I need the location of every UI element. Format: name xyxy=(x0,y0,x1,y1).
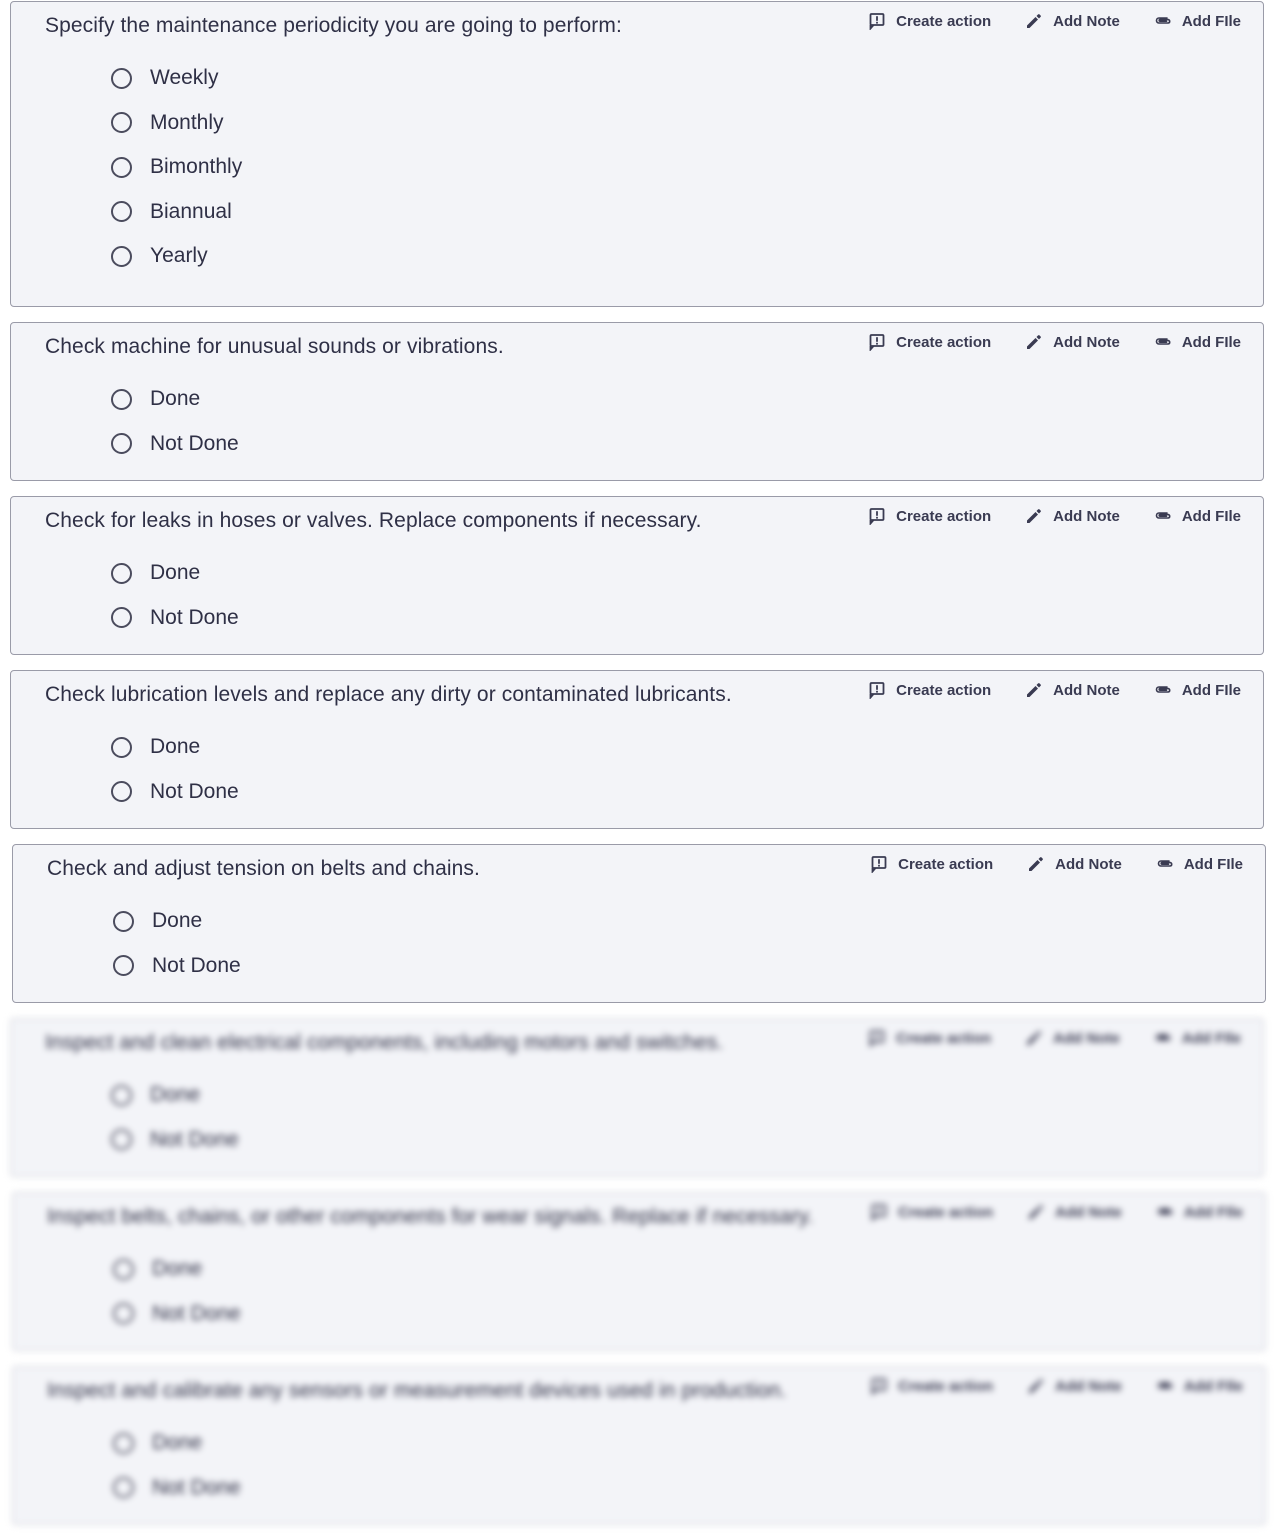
radio-option-label: Yearly xyxy=(150,244,208,268)
radio-option[interactable] xyxy=(113,1421,241,1466)
create-action-icon xyxy=(868,1029,886,1047)
create-action-label: Create action xyxy=(898,1203,994,1221)
radio-option[interactable] xyxy=(111,56,242,101)
create-action-button[interactable] xyxy=(870,1203,993,1221)
checklist-question-card xyxy=(10,1,1264,307)
create-action-icon xyxy=(870,855,888,873)
add-file-label: Add FIle xyxy=(1181,333,1241,351)
pencil-icon xyxy=(1025,12,1043,30)
add-note-label: Add Note xyxy=(1053,12,1120,30)
attachment-icon xyxy=(1156,1377,1174,1395)
create-action-icon xyxy=(868,333,886,351)
radio-option-label: Weekly xyxy=(150,66,219,90)
attachment-icon xyxy=(1154,333,1172,351)
question-actions xyxy=(870,1377,1243,1395)
add-file-label: Add FIle xyxy=(1181,12,1241,30)
question-actions xyxy=(868,681,1241,699)
radio-option-label: Not Done xyxy=(152,1475,241,1499)
create-action-icon xyxy=(868,12,886,30)
checklist-question-card xyxy=(10,322,1264,481)
checklist-question-card xyxy=(12,1366,1266,1525)
pencil-icon xyxy=(1025,1029,1043,1047)
option-list xyxy=(111,56,242,279)
attachment-icon xyxy=(1154,12,1172,30)
radio-button[interactable] xyxy=(111,157,132,178)
radio-button[interactable] xyxy=(111,563,132,584)
create-action-button[interactable] xyxy=(870,1377,993,1395)
question-actions xyxy=(870,1203,1243,1221)
radio-option[interactable] xyxy=(111,422,239,467)
add-file-button[interactable] xyxy=(1156,1203,1243,1221)
create-action-button[interactable] xyxy=(868,333,991,351)
question-actions xyxy=(868,507,1241,525)
create-action-icon xyxy=(870,1203,888,1221)
radio-option[interactable] xyxy=(113,944,241,989)
add-file-button[interactable] xyxy=(1154,681,1241,699)
radio-button[interactable] xyxy=(111,112,132,133)
add-file-label: Add FIle xyxy=(1181,681,1241,699)
add-note-button[interactable] xyxy=(1027,1377,1122,1395)
radio-button[interactable] xyxy=(111,246,132,267)
pencil-icon xyxy=(1027,855,1045,873)
add-file-button[interactable] xyxy=(1154,507,1241,525)
add-file-button[interactable] xyxy=(1156,1377,1243,1395)
add-note-button[interactable] xyxy=(1025,507,1120,525)
add-note-label: Add Note xyxy=(1055,855,1122,873)
add-file-label: Add FIle xyxy=(1181,507,1241,525)
question-text: Check and adjust tension on belts and chains. xyxy=(47,857,480,880)
question-text: Inspect belts, chains, or other components for wear signals. Replace if necessary. xyxy=(47,1205,814,1228)
radio-option[interactable] xyxy=(111,377,239,422)
radio-option-label: Not Done xyxy=(150,431,239,455)
radio-button[interactable] xyxy=(113,1477,134,1498)
add-file-label: Add FIle xyxy=(1183,1377,1243,1395)
add-note-label: Add Note xyxy=(1053,333,1120,351)
question-text: Inspect and calibrate any sensors or measurement devices used in production. xyxy=(47,1379,787,1402)
add-file-label: Add FIle xyxy=(1183,1203,1243,1221)
option-list xyxy=(113,1421,241,1510)
radio-button[interactable] xyxy=(111,737,132,758)
create-action-label: Create action xyxy=(896,507,992,525)
attachment-icon xyxy=(1154,681,1172,699)
radio-option[interactable] xyxy=(111,234,242,279)
radio-option-label: Done xyxy=(150,1083,201,1107)
add-file-label: Add FIle xyxy=(1183,855,1243,873)
radio-option-label: Done xyxy=(152,1257,203,1281)
radio-button[interactable] xyxy=(111,1129,132,1150)
radio-button[interactable] xyxy=(111,201,132,222)
add-note-label: Add Note xyxy=(1053,681,1120,699)
radio-option[interactable] xyxy=(113,1292,241,1337)
option-list xyxy=(113,899,241,988)
question-text: Check for leaks in hoses or valves. Replace components if necessary. xyxy=(45,509,702,532)
add-file-button[interactable] xyxy=(1154,333,1241,351)
radio-button[interactable] xyxy=(111,1085,132,1106)
radio-option-label: Not Done xyxy=(150,779,239,803)
attachment-icon xyxy=(1156,1203,1174,1221)
radio-button[interactable] xyxy=(111,781,132,802)
pencil-icon xyxy=(1027,1377,1045,1395)
radio-option[interactable] xyxy=(111,1073,239,1118)
radio-option[interactable] xyxy=(113,1247,241,1292)
radio-option-label: Done xyxy=(152,1431,203,1455)
radio-button[interactable] xyxy=(113,1303,134,1324)
radio-option-label: Done xyxy=(150,561,201,585)
create-action-icon xyxy=(870,1377,888,1395)
option-list xyxy=(113,1247,241,1336)
checklist-question-card xyxy=(12,844,1266,1003)
add-file-label: Add FIle xyxy=(1181,1029,1241,1047)
radio-option[interactable] xyxy=(111,725,239,770)
pencil-icon xyxy=(1025,507,1043,525)
create-action-icon xyxy=(868,507,886,525)
create-action-button[interactable] xyxy=(868,681,991,699)
option-list xyxy=(111,377,239,466)
question-text: Inspect and clean electrical components, including motors and switches. xyxy=(45,1031,724,1054)
create-action-label: Create action xyxy=(898,855,994,873)
create-action-button[interactable] xyxy=(870,855,993,873)
pencil-icon xyxy=(1027,1203,1045,1221)
create-action-icon xyxy=(868,681,886,699)
radio-button[interactable] xyxy=(111,433,132,454)
radio-option-label: Not Done xyxy=(152,1301,241,1325)
radio-option-label: Not Done xyxy=(150,1127,239,1151)
checklist-question-card xyxy=(10,670,1264,829)
radio-button[interactable] xyxy=(111,68,132,89)
add-note-button[interactable] xyxy=(1025,681,1120,699)
radio-option-label: Bimonthly xyxy=(150,155,243,179)
create-action-label: Create action xyxy=(896,1029,992,1047)
radio-button[interactable] xyxy=(113,1259,134,1280)
radio-option-label: Not Done xyxy=(152,953,241,977)
add-file-button[interactable] xyxy=(1156,855,1243,873)
option-list xyxy=(111,551,239,640)
radio-button[interactable] xyxy=(113,911,134,932)
create-action-label: Create action xyxy=(896,333,992,351)
question-actions xyxy=(870,855,1243,873)
radio-option[interactable] xyxy=(111,1118,239,1163)
radio-option-label: Biannual xyxy=(150,199,232,223)
add-note-button[interactable] xyxy=(1025,1029,1120,1047)
checklist-question-card xyxy=(10,496,1264,655)
create-action-label: Create action xyxy=(896,12,992,30)
checklist-question-card xyxy=(12,1192,1266,1351)
radio-option[interactable] xyxy=(111,770,239,815)
radio-option[interactable] xyxy=(111,551,239,596)
pencil-icon xyxy=(1025,333,1043,351)
question-text: Check lubrication levels and replace any dirty or contaminated lubricants. xyxy=(45,683,732,706)
add-note-button[interactable] xyxy=(1025,12,1120,30)
add-note-button[interactable] xyxy=(1027,1203,1122,1221)
radio-option-label: Done xyxy=(152,909,203,933)
add-note-button[interactable] xyxy=(1027,855,1122,873)
create-action-button[interactable] xyxy=(868,507,991,525)
add-file-button[interactable] xyxy=(1154,12,1241,30)
pencil-icon xyxy=(1025,681,1043,699)
radio-option-label: Done xyxy=(150,735,201,759)
radio-option[interactable] xyxy=(113,899,241,944)
radio-option-label: Not Done xyxy=(150,605,239,629)
radio-option[interactable] xyxy=(111,596,239,641)
radio-button[interactable] xyxy=(111,607,132,628)
add-note-label: Add Note xyxy=(1055,1377,1122,1395)
question-actions xyxy=(868,1029,1241,1047)
question-text: Specify the maintenance periodicity you are going to perform: xyxy=(45,14,622,37)
radio-option[interactable] xyxy=(111,145,242,190)
radio-button[interactable] xyxy=(111,389,132,410)
option-list xyxy=(111,1073,239,1162)
add-note-label: Add Note xyxy=(1055,1203,1122,1221)
radio-option[interactable] xyxy=(111,101,242,146)
option-list xyxy=(111,725,239,814)
add-note-button[interactable] xyxy=(1025,333,1120,351)
question-actions xyxy=(868,12,1241,30)
radio-button[interactable] xyxy=(113,955,134,976)
question-actions xyxy=(868,333,1241,351)
radio-option-label: Monthly xyxy=(150,110,224,134)
create-action-button[interactable] xyxy=(868,12,991,30)
add-note-label: Add Note xyxy=(1053,1029,1120,1047)
add-note-label: Add Note xyxy=(1053,507,1120,525)
attachment-icon xyxy=(1154,507,1172,525)
radio-button[interactable] xyxy=(113,1433,134,1454)
checklist-question-card xyxy=(10,1018,1264,1177)
create-action-label: Create action xyxy=(898,1377,994,1395)
radio-option-label: Done xyxy=(150,387,201,411)
create-action-label: Create action xyxy=(896,681,992,699)
radio-option[interactable] xyxy=(113,1466,241,1511)
question-text: Check machine for unusual sounds or vibrations. xyxy=(45,335,504,358)
attachment-icon xyxy=(1154,1029,1172,1047)
add-file-button[interactable] xyxy=(1154,1029,1241,1047)
attachment-icon xyxy=(1156,855,1174,873)
radio-option[interactable] xyxy=(111,190,242,235)
create-action-button[interactable] xyxy=(868,1029,991,1047)
